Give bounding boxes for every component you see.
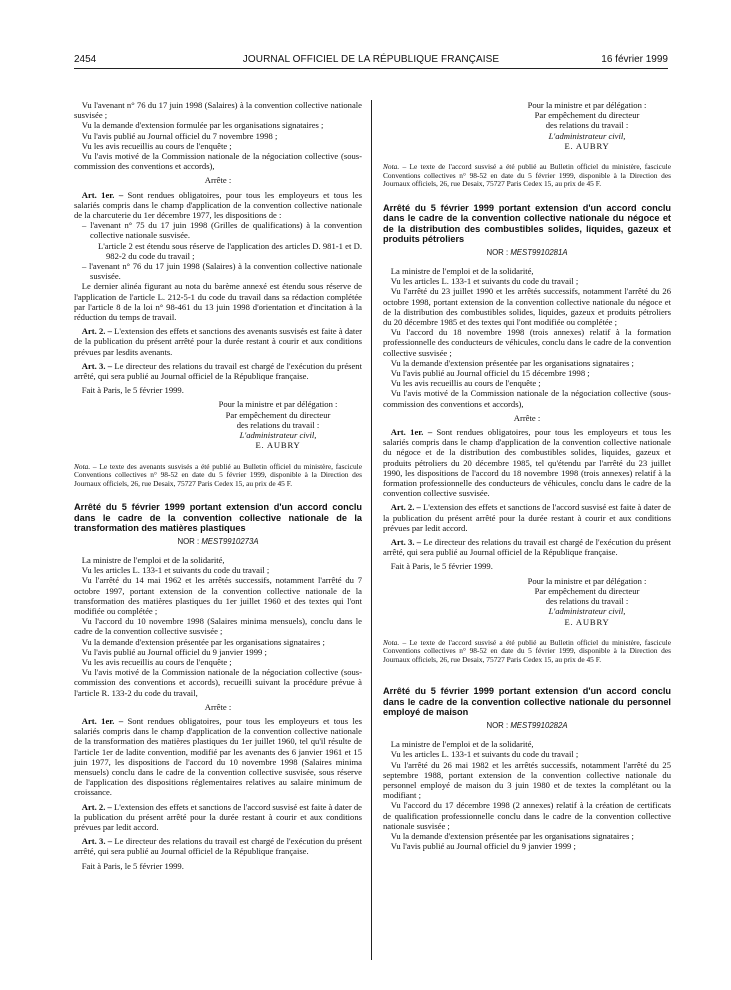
arrete-heading: Arrête : [204,701,232,712]
list-item-note: L'article 2 est étendu sous réserve de l'application des articles D. 981-1 et D. 982-2 du code du travail ; [98,240,362,261]
article-label: Art. 2. – [81,326,112,337]
signature-date: Fait à Paris, le 5 février 1999. [390,561,493,572]
article-text: Le directeur des relations du travail est chargé de l'exécution du présent arrêté, qui sera publié au Journal officiel de la République française. [74,836,362,857]
visa-paragraph: Vu les avis recueillis au cours de l'enquête ; [81,657,232,668]
article-text: Le directeur des relations du travail est chargé de l'exécution du présent arrêté, qui sera publié au Journal officiel de la République française. [74,360,362,382]
visa-paragraph: Vu l'arrêté du 14 mai 1962 et les arrêtés successifs, notamment l'arrêté du 7 octobre 1997, portant extension de la convention collective nationale de la transformation des matières plastiques du 1er juillet 1960 et des textes qui l'ont modifiée ou complétée ; [74,575,362,616]
article-label: Art. 1er. – [390,427,433,438]
article-text: L'extension des effets et sanctions de l'accord susvisé est faite à dater de la publication du présent arrêté pour la durée restant à courir et aux conditions prévues par ledit accord. [74,801,362,833]
visa-paragraph: Vu l'accord du 18 novembre 1998 (trois annexes) relatif à la formation professionnelle des conducteurs de véhicules, conclu dans le cadre de la convention collective susvisée ; [383,327,671,358]
visa-paragraph: La ministre de l'emploi et de la solidarité, [81,554,225,565]
right-column [383,100,671,851]
article-label: Art. 2. – [390,502,421,513]
visa-paragraph: Vu l'avis motivé de la Commission nationale de la négociation collective (sous-commission des conventions et accords), [383,388,671,409]
article-text: Sont rendues obligatoires, pour tous les employeurs et tous les salariés compris dans le champ d'application de la convention collective nationale de la charcuterie du 1er décembre 1977, les dispositions de : [74,189,362,221]
signature-block: Pour la ministre et par délégation : Par empêchement du directeur des relations du travail : L'administrateur civil, E. AUBRY [527,100,647,151]
article-label: Art. 2. – [81,801,112,812]
visa-paragraph: Vu la demande d'extension présentée par les organisations signataires ; [390,831,634,842]
provisions-list [74,220,362,281]
signature-date: Fait à Paris, le 5 février 1999. [81,385,184,396]
visa-paragraph: Vu l'avis motivé de la Commission nationale de la négociation collective (sous-commission des conventions et accords), recueilli suivant la procédure prévue à l'article R. 133-2 du code du travail, [74,667,362,698]
list-item: – l'avenant n° 76 du 17 juin 1998 (Salaires) à la convention collective nationale susvisée. [82,261,362,281]
signature-block: Pour la ministre et par délégation : Par empêchement du directeur des relations du travail : L'administrateur civil, E. AUBRY [218,399,338,451]
nor-reference: NOR : MEST9910273A [177,536,259,546]
visa-paragraph: Vu l'avis motivé de la Commission nationale de la négociation collective (sous-commission des conventions et accords), [74,151,362,172]
arrete-title: Arrêté du 5 février 1999 portant extension d'un accord conclu dans le cadre de la convention collective nationale du négoce et de la distribution des combustibles solides, liquides, gazeux et produits pétroliers [383,202,671,245]
arrete-heading: Arrête : [513,412,541,423]
visa-paragraph: Vu la demande d'extension présentée par les organisations signataires ; [390,357,634,368]
journal-title: JOURNAL OFFICIEL DE LA RÉPUBLIQUE FRANÇAISE [242,54,500,65]
nor-reference: NOR : MEST9910281A [486,247,568,257]
visa-paragraph: Vu l'avis publié au Journal officiel du 9 janvier 1999 ; [390,841,576,852]
visa-paragraph: Vu la demande d'extension présentée par les organisations signataires ; [81,636,325,647]
column-divider [371,100,372,960]
nor-reference: NOR : MEST9910282A [486,720,568,730]
issue-date: 16 février 1999 [601,54,668,65]
page-header [74,54,668,68]
article-paragraph: Le dernier alinéa figurant au nota du barème annexé est étendu sous réserve de l'application de l'article L. 212-5-1 du code du travail dans sa rédaction complétée par l'article 8 de la loi n° 98-461 du 13 juin 1998 d'orientation et d'incitation à la réduction du temps de travail. [74,281,362,323]
article-label: Art. 3. – [390,537,422,548]
visa-paragraph: Vu l'avenant n° 76 du 17 juin 1998 (Salaires) à la convention collective nationale susvisée ; [74,100,362,121]
visa-paragraph: Vu l'avis publié au Journal officiel du 15 décembre 1998 ; [390,368,590,379]
article-label: Art. 1er. – [81,189,124,200]
arrete-title: Arrêté du 5 février 1999 portant extension d'un accord conclu dans le cadre de la convention collective nationale de la transformation des matières plastiques [74,502,362,534]
signature-date: Fait à Paris, le 5 février 1999. [81,860,184,871]
list-item: – l'avenant n° 75 du 17 juin 1998 (Grilles de qualifications) à la convention collective nationale susvisée. L'article 2 est étendu sous réserve de l'application des articles D. 981-1 et D. 982-2 du code du travail ; [82,220,362,261]
visa-paragraph: Vu l'accord du 17 décembre 1998 (2 annexes) relatif à la création de certificats de qualification professionnelle conclu dans le cadre de la convention collective nationale susvisée ; [383,800,671,831]
article-text: L'extension des effets et sanctions des avenants susvisés est faite à dater de la publication du présent arrêté pour la durée restant à courir et aux conditions prévues par lesdits avenants. [74,326,362,357]
nota: Nota. – Le texte des avenants susvisés a été publié au Bulletin officiel du ministère, fascicule Conventions collectives n° 98-52 en date du 5 février 1999, disponible à la Direction des Journaux officiels, 26, rue Desaix, 75727 Paris Cedex 15, au prix de 45 F. [74,461,362,488]
left-column [74,100,362,871]
page-number: 2454 [74,54,97,65]
arrete-heading: Arrête : [204,175,232,186]
article-text: Sont rendues obligatoires, pour tous les employeurs et tous les salariés compris dans le champ d'application de la convention collective nationale du négoce et de la distribution des combustibles solides, liquides, gazeux et produits pétroliers du 20 décembre 1985, tel qu'étendu par l'arrêté du 23 juillet 1990, les dispositions de l'accord du 18 novembre 1998 (trois annexes) relatif à la formation professionnelle des conducteurs de véhicules, conclu dans le cadre de la convention collective susvisée. [383,427,671,499]
article-label: Art. 3. – [81,836,113,847]
article-label: Art. 3. – [81,360,113,371]
visa-paragraph: La ministre de l'emploi et de la solidarité, [390,739,534,750]
article-text: L'extension des effets et sanctions de l'accord susvisé est faite à dater de la publication du présent arrêté pour la durée restant à courir et aux conditions prévues par ledit accord. [383,502,671,533]
signature-block: Pour la ministre et par délégation : Par empêchement du directeur des relations du travail : L'administrateur civil, E. AUBRY [527,575,647,627]
article-text: Le directeur des relations du travail est chargé de l'exécution du présent arrêté, qui sera publié au Journal officiel de la République française. [383,537,671,558]
visa-paragraph: Vu les articles L. 133-1 et suivants du code du travail ; [390,276,579,287]
nota: Nota. – Le texte de l'accord susvisé a été publié au Bulletin officiel du ministère, fascicule Conventions collectives n° 98-52 en date du 5 février 1999, disponible à la Direction des Journaux officiels, 26, rue Desaix, 75727 Paris Cedex 15, au prix de 45 F. [383,637,671,664]
article-label: Art. 1er. – [81,716,124,727]
visa-paragraph: Vu les articles L. 133-1 et suivants du code du travail ; [81,565,270,576]
visa-paragraph: Vu l'avis publié au Journal officiel du 9 janvier 1999 ; [81,646,267,657]
arrete-title: Arrêté du 5 février 1999 portant extension d'un accord conclu dans le cadre de la convention collective nationale du personnel employé de maison [383,686,671,718]
visa-paragraph: Vu l'arrêté du 23 juillet 1990 et les arrêtés successifs, notamment l'arrêté du 26 octobre 1998, portant extension de la convention collective nationale du négoce et de la distribution des combustibles solides, liquides, gazeux et produits pétroliers du 20 décembre 1985 et des textes qui l'ont modifiée ou complétée ; [383,286,671,328]
article-text: Sont rendues obligatoires, pour tous les employeurs et tous les salariés compris dans le champ d'application de la convention collective nationale de la transformation des matières plastiques du 1er juillet 1960, tel qu'il résulte de l'article 1er de ladite convention, modifié par les avenants des 6 janvier 1961 et 15 juin 1977, les dispositions de l'accord du 10 novembre 1998 (Salaires minima mensuels) conclu dans le cadre de la convention collective susvisée, sous réserve de l'application des dispositions réglementaires relatives au salaire minimum de croissance. [74,716,362,798]
visa-paragraph: Vu l'accord du 10 novembre 1998 (Salaires minima mensuels), conclu dans le cadre de la convention collective susvisée ; [74,616,362,637]
visa-paragraph: Vu l'arrêté du 26 mai 1982 et les arrêtés successifs, notamment l'arrêté du 25 septembre 1988, portant extension de la convention collective nationale du personnel employé de maison du 3 juin 1980 et de textes la complétant ou la modifiant ; [383,759,671,801]
visa-paragraph: Vu les avis recueillis au cours de l'enquête ; [81,140,232,151]
header-rule [74,68,668,69]
visa-paragraph: Vu les articles L. 133-1 et suivants du code du travail ; [390,749,579,760]
visa-paragraph: La ministre de l'emploi et de la solidarité, [390,266,534,276]
nota: Nota. – Le texte de l'accord susvisé a été publié au Bulletin officiel du ministère, fascicule Conventions collectives n° 98-52 en date du 5 février 1999, disponible à la Direction des Journaux officiels, 26, rue Desaix, 75727 Paris Cedex 15, au prix de 45 F. [383,162,671,189]
visa-paragraph: Vu la demande d'extension formulée par les organisations signataires ; [81,120,324,131]
visa-paragraph: Vu les avis recueillis au cours de l'enquête ; [390,378,541,389]
visa-paragraph: Vu l'avis publié au Journal officiel du 7 novembre 1998 ; [81,130,278,141]
